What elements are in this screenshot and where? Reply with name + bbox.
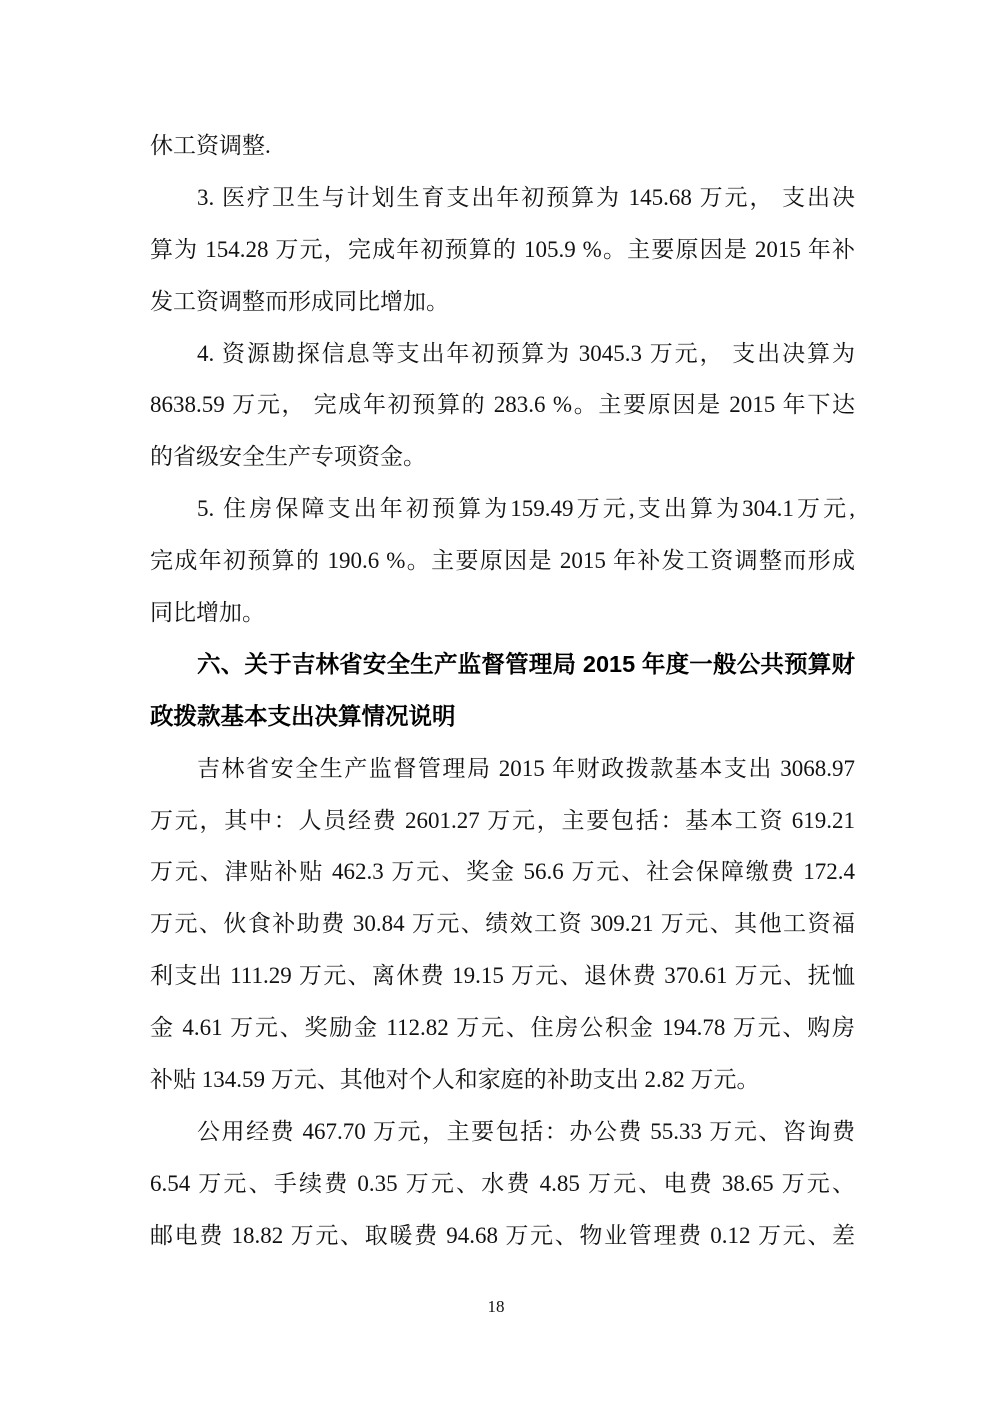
text-line-item-4: 4. 资源勘探信息等支出年初预算为 3045.3 万元， 支出决算为 [197,340,855,366]
text-line: 万元、伙食补助费 30.84 万元、绩效工资 309.21 万元、其他工资福 [150,911,855,937]
text-line: 休工资调整. [150,133,271,158]
text-line: 万元、津贴补贴 462.3 万元、奖金 56.6 万元、社会保障缴费 172.4 [150,859,855,885]
page-number: 18 [487,1297,505,1316]
text-line: 金 4.61 万元、奖励金 112.82 万元、住房公积金 194.78 万元、购房 [150,1015,855,1041]
text-line: 邮电费 18.82 万元、取暖费 94.68 万元、物业管理费 0.12 万元、差 [150,1222,855,1248]
text-line: 利支出 111.29 万元、离休费 19.15 万元、退休费 370.61 万元、抚恤 [150,963,855,989]
document-body [150,120,855,1262]
page-footer [0,1295,992,1319]
text-line: 完成年初预算的 190.6 %。主要原因是 2015 年补发工资调整而形成 [150,548,855,574]
text-line: 公用经费 467.70 万元，主要包括：办公费 55.33 万元、咨询费 [197,1118,855,1144]
text-line-item-5: 5. 住房保障支出年初预算为159.49万元,支出算为304.1万元, [197,496,855,522]
text-line: 6.54 万元、手续费 0.35 万元、水费 4.85 万元、电费 38.65 万元、 [150,1170,855,1196]
text-line: 算为 154.28 万元，完成年初预算的 105.9 %。主要原因是 2015 年补 [150,236,855,262]
section-heading-line-1: 六、关于吉林省安全生产监督管理局 2015 年度一般公共预算财 [197,650,855,677]
text-line: 的省级安全生产专项资金。 [150,444,426,470]
text-line: 同比增加。 [150,600,265,626]
text-line: 8638.59 万元， 完成年初预算的 283.6 %。主要原因是 2015 年下达 [150,392,855,418]
text-line: 吉林省安全生产监督管理局 2015 年财政拨款基本支出 3068.97 [197,755,855,781]
text-line: 万元，其中：人员经费 2601.27 万元，主要包括：基本工资 619.21 [150,807,855,833]
text-line-item-3: 3. 医疗卫生与计划生育支出年初预算为 145.68 万元， 支出决 [197,184,856,210]
section-heading-line-2: 政拨款基本支出决算情况说明 [150,702,456,729]
text-line: 补贴 134.59 万元、其他对个人和家庭的补助支出 2.82 万元。 [150,1067,760,1093]
text-line: 发工资调整而形成同比增加。 [150,288,449,314]
